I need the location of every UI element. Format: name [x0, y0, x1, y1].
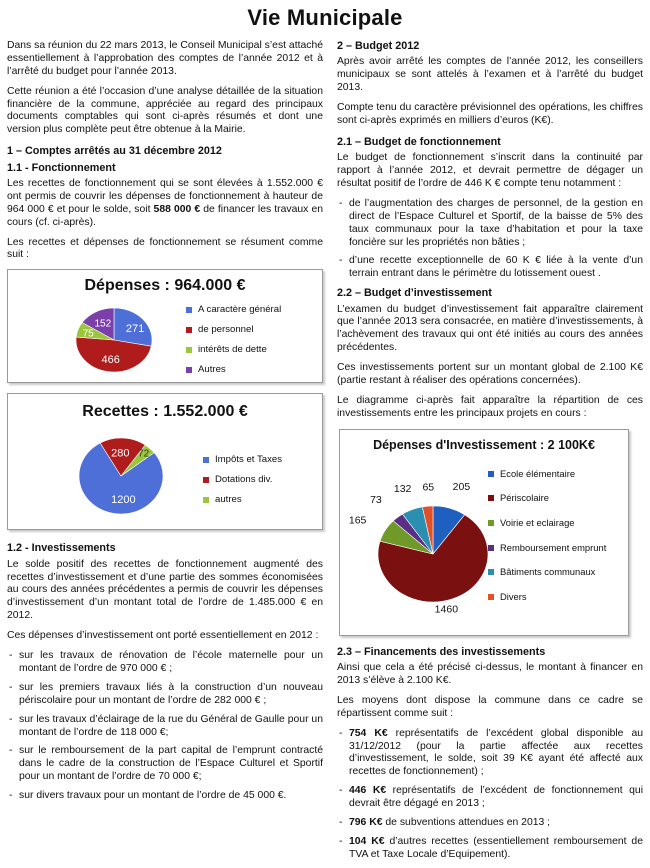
investissement-budget-paragraph-3: Le diagramme ci-après fait apparaître la répartition de ces investissements entre les principaux projets en cours :	[337, 394, 643, 419]
legend-swatch	[186, 307, 192, 313]
depenses-pie	[56, 298, 176, 383]
legend-label: Divers	[500, 591, 527, 602]
financement-text: d’autres recettes (essentiellement remboursement de TVA et Taxe Locale d’Equipement).	[349, 835, 643, 860]
recettes-chart-title: Recettes : 1.552.000 €	[82, 403, 248, 421]
investissements-paragraph-1: Le solde positif des recettes de fonctionnement augmenté des recettes d’investissement et d’une partie des sommes économisées au cours des années précédentes a permis de couvrir les dépenses d’investissement d’un montant total de l’ordre de 1.485.000 € en 2012.	[7, 558, 323, 622]
fonctionnement-budget-list	[337, 198, 643, 281]
pie-label: 466	[101, 354, 120, 367]
fonctionnement-budget-paragraph: Le budget de fonctionnement s’inscrit dans la continuité par rapport à l’année 2012, et devrait permettre de dégager un résultat positif de l’ordre de 446 K € compte tenu notamment :	[337, 152, 643, 189]
legend-swatch	[186, 367, 192, 373]
legend-label: Ecole élémentaire	[500, 467, 576, 479]
budget-paragraph-2: Compte tenu du caractère prévisionnel des opérations, les chiffres sont ci-après exprimés en milliers d’euros (K€).	[337, 102, 643, 126]
pie-label: 1460	[434, 603, 459, 616]
pie-label: 165	[348, 514, 367, 527]
section-2-heading: 2 – Budget 2012	[337, 40, 420, 52]
legend-item	[488, 542, 606, 554]
legend-swatch	[488, 520, 494, 526]
pie-label: 72	[138, 448, 150, 460]
budget-paragraph-1: Après avoir arrêté les comptes de l’année 2012, les conseillers municipaux se sont attelés à l’examen et à l’arrêté du budget 2013.	[337, 56, 643, 94]
resume-paragraph: Les recettes et dépenses de fonctionnement se résument comme suit :	[7, 236, 323, 261]
list-item	[337, 785, 643, 811]
depenses-chart	[7, 269, 323, 383]
pie-label: 205	[452, 480, 471, 493]
legend-swatch	[186, 327, 192, 333]
legend-item	[186, 344, 281, 356]
legend-item	[488, 492, 606, 504]
pie-label: 152	[94, 318, 112, 330]
legend-swatch	[203, 497, 209, 503]
financement-paragraph-2: Les moyens dont dispose la commune dans ce cadre se répartissent comme suit :	[337, 694, 643, 719]
legend-label: Périscolaire	[500, 492, 549, 504]
legend-label: autres	[215, 494, 242, 506]
legend-label: Bâtiments communaux	[500, 566, 596, 578]
legend-item	[488, 591, 606, 603]
legend-label: Dotations div.	[215, 474, 273, 486]
legend-swatch	[203, 477, 209, 483]
pie-label: 75	[82, 328, 94, 340]
page-title: Vie Municipale	[247, 5, 403, 30]
left-column	[7, 40, 323, 809]
fonctionnement-text-2: de financer les travaux en cours (cf. ci-après).	[7, 203, 324, 228]
intro-paragraph-2: Cette réunion a été l’occasion d’une analyse détaillée de la situation financière de la commune, appréciée au regard des principaux documents comptables qui sont ci-après résumés et dont une version plus complète peut être obtenue à la Mairie.	[7, 85, 323, 136]
pie-label: 271	[125, 323, 145, 336]
list-item: - sur les travaux de rénovation de l’école maternelle pour un montant de l’ordre de 970 000 € ;	[7, 650, 323, 676]
legend-item	[203, 454, 282, 466]
recettes-pie	[63, 428, 183, 528]
legend-item	[488, 566, 606, 578]
financement-amount: 446 K€	[349, 785, 387, 797]
list-item: - sur les travaux d’éclairage de la rue du Général de Gaulle pour un montant de l’ordre de 118 000 €;	[7, 714, 323, 740]
legend-swatch	[488, 569, 494, 575]
investissement-chart-title: Dépenses d'Investissement : 2 100K€	[373, 437, 595, 452]
legend-label: Remboursement emprunt	[500, 541, 607, 553]
legend-item	[186, 364, 281, 376]
fonctionnement-text-1: Les recettes de fonctionnement qui se sont élevées à 1.552.000 € ont permis de couvrir les dépenses de fonctionnement à hauteur de 964 000 € et pour le solde, soit	[7, 177, 323, 215]
legend-item	[203, 474, 282, 486]
fonctionnement-amount: 588 000 €	[153, 203, 201, 215]
financement-amount: 754 K€	[349, 727, 388, 739]
legend-item	[488, 517, 606, 529]
financement-list	[337, 728, 643, 862]
investissement-budget-paragraph-2: Ces investissements portent sur un montant global de 2.100 K€ (partie restant à réaliser des opérations concernées).	[337, 362, 643, 387]
intro-paragraph-1: Dans sa réunion du 22 mars 2013, le Conseil Municipal s’est attaché essentiellement à l’approbation des comptes de l’année 2012 et à l’arrêté du budget pour l’année 2013.	[7, 40, 323, 77]
recettes-chart	[7, 393, 323, 530]
financement-text: de subventions attendues en 2013 ;	[382, 817, 551, 828]
legend-swatch	[186, 347, 192, 353]
legend-swatch	[203, 457, 209, 463]
legend-swatch	[488, 471, 494, 477]
legend-item	[488, 468, 606, 480]
legend-swatch	[488, 545, 494, 551]
financement-paragraph-1: Ainsi que cela a été précisé ci-dessus, le montant à financer en 2013 s’élève à 2.100 K€.	[337, 662, 643, 686]
legend-label: Impôts et Taxes	[215, 454, 283, 466]
list-item: - sur les premiers travaux liés à la construction d’un nouveau périscolaire pour un montant de l’ordre de 282 000 € ;	[7, 682, 323, 708]
pie-label: 132	[393, 482, 412, 495]
investissement-chart	[339, 429, 629, 636]
section-2-2-heading: 2.2 – Budget d’investissement	[337, 287, 492, 300]
investissements-paragraph-2: Ces dépenses d’investissement ont porté essentiellement en 2012 :	[7, 630, 319, 642]
pie-label: 1200	[111, 494, 136, 507]
legend-swatch	[488, 495, 494, 501]
investissement-legend	[488, 468, 606, 616]
section-1-1-heading: 1.1 - Fonctionnement	[7, 161, 116, 174]
investissement-budget-paragraph-1: L’examen du budget d’investissement fait apparaître clairement que l’année 2013 sera consacrée, en matière d’investissements, à l’achèvement des travaux qui ont été initiés au cours des années précédentes.	[337, 303, 643, 354]
legend-label: Voirie et eclairage	[500, 517, 575, 529]
financement-amount: 104 K€	[349, 835, 385, 847]
legend-label: A caractère général	[198, 304, 282, 316]
legend-label: Autres	[198, 364, 226, 375]
legend-swatch	[488, 594, 494, 600]
list-item	[337, 728, 643, 780]
depenses-legend	[186, 304, 281, 384]
pie-label: 73	[370, 493, 382, 506]
legend-item	[186, 324, 281, 336]
section-1-2-heading: 1.2 - Investissements	[7, 542, 116, 555]
legend-label: de personnel	[198, 324, 254, 336]
pie-label: 65	[422, 481, 435, 494]
financement-text: représentatifs de l’excédent global disponible au 31/12/2012 (pour la partie affectée aux recettes d’investissement, le solde, soit 39 K€ ayant été affecté aux recettes de fonctionnement) ;	[349, 727, 643, 778]
financement-amount: 796 K€	[349, 817, 383, 828]
list-item	[337, 817, 643, 830]
section-2-3-heading: 2.3 – Financements des investissements	[337, 645, 546, 658]
investissement-pie	[348, 462, 488, 622]
right-column	[337, 40, 643, 868]
fonctionnement-paragraph	[7, 178, 323, 230]
list-item: - d’une recette exceptionnelle de 60 K € liée à la vente d’un terrain entrant dans le périmètre du lotissement ouest .	[337, 255, 643, 281]
section-1-heading: 1 – Comptes arrêtés au 31 décembre 2012	[7, 145, 222, 158]
legend-item	[186, 304, 281, 316]
list-item: - de l’augmentation des charges de personnel, de la gestion en direct de l’Espace Culturel et Sportif, de la baisse de 5% des taux communaux pour la taxe d’habitation et pour la taxe foncière sur les propriétés non bâties ;	[337, 198, 643, 250]
recettes-legend	[203, 454, 282, 514]
financement-text: représentatifs de l’excédent de fonctionnement qui devrait être dégagé en 2013 ;	[349, 785, 643, 810]
pie-label: 280	[111, 447, 130, 460]
legend-item	[203, 494, 282, 506]
legend-label: intérêts de dette	[198, 344, 267, 356]
section-2-1-heading: 2.1 – Budget de fonctionnement	[337, 135, 501, 148]
investissements-list	[7, 650, 323, 803]
list-item: - sur divers travaux pour un montant de l’ordre de 45 000 €.	[7, 790, 323, 803]
list-item: - sur le remboursement de la part capital de l’emprunt contracté dans le cadre de la construction de l’Espace Culturel et Sportif pour un montant de l’ordre de 70 000 €;	[7, 745, 323, 784]
depenses-chart-title: Dépenses : 964.000 €	[84, 277, 246, 295]
